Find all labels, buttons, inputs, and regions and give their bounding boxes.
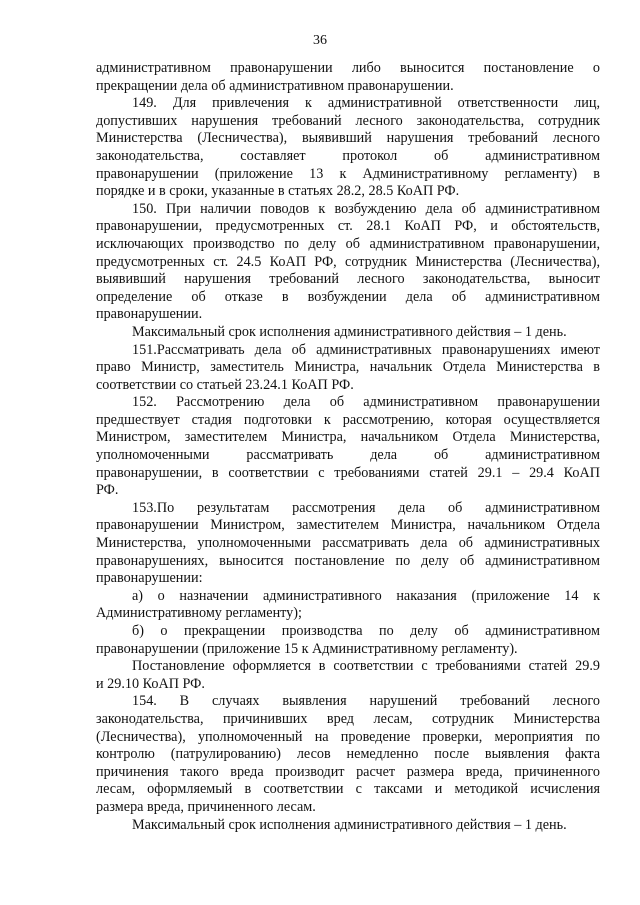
paragraph-p-cont [96, 60, 600, 95]
text-line: лесам, оформляемый в соответствии с таксами и методикой исчисления [96, 781, 600, 798]
text-line: порядке и в сроки, указанные в статьях 28.2, 28.5 КоАП РФ. [96, 183, 460, 200]
paragraph-p151 [96, 342, 600, 395]
text-line: Максимальный срок исполнения административного действия – 1 день. [132, 816, 567, 833]
paragraph-p152 [96, 394, 600, 500]
text-line: правонарушении, предусмотренных ст. 28.1 КоАП РФ, и обстоятельств, [96, 218, 600, 235]
text-line: правонарушении, в соответствии с требованиями статей 29.1 – 29.4 КоАП [96, 464, 600, 481]
paragraph-p153-b [96, 623, 600, 658]
text-line: предусмотренных ст. 24.5 КоАП РФ, сотрудник Министерства (Лесничества), [96, 253, 600, 270]
text-line: право Министр, заместитель Министра, начальник Отдела Министерства в [96, 359, 600, 376]
text-line: 151.Рассматривать дела об административных правонарушениях имеют [132, 341, 600, 358]
text-line: правонарушении. [96, 306, 203, 323]
text-line: (Лесничества), уполномоченный на проведение проверки, мероприятия по [96, 728, 600, 745]
text-line: исключающих производство по делу об административном правонарушении, [96, 235, 600, 252]
text-line: законодательства, составляет протокол об административном [96, 147, 600, 164]
text-line: 154. В случаях выявления нарушений требований лесного [132, 693, 600, 710]
text-line: Министерства, уполномоченными рассматривать дела об административных [96, 535, 600, 552]
text-line: б) о прекращении производства по делу об административном [132, 623, 600, 639]
text-line: Максимальный срок исполнения административного действия – 1 день. [132, 323, 567, 340]
text-line: Министерства (Лесничества), выявивший нарушения требований лесного [96, 130, 600, 147]
text-line: определение об отказе в возбуждении дела об административном [96, 288, 600, 305]
text-line: прекращении дела об административном правонарушении. [96, 77, 454, 94]
text-line: размера вреда, причиненного лесам. [96, 798, 316, 815]
text-line: и 29.10 КоАП РФ. [96, 675, 205, 692]
text-line: выявивший нарушения требований лесного законодательства, выносит [96, 271, 600, 288]
paragraph-p150-term [96, 324, 600, 342]
text-line: 152. Рассмотрению дела об административном правонарушении [132, 394, 600, 411]
text-line: правонарушении Министром, заместителем Министра, начальником Отдела [96, 517, 600, 534]
text-line: Министром, заместителем Министра, начальником Отдела Министерства, [96, 429, 600, 446]
paragraph-p153-a [96, 588, 600, 623]
document-body [96, 60, 600, 834]
text-line: административном правонарушении либо выносится постановление о [96, 60, 600, 76]
paragraph-p154 [96, 693, 600, 816]
text-line: правонарушении (приложение 15 к Административному регламенту). [96, 640, 518, 657]
text-line: законодательства, причинивших вред лесам, сотрудник Министерства [96, 710, 600, 727]
page-number: 36 [313, 33, 327, 48]
paragraph-p153-c [96, 658, 600, 693]
text-line: контролю (патрулированию) лесов немедленно после выявления факта [96, 746, 600, 763]
text-line: причинения такого вреда производит расчет размера вреда, причиненного [96, 763, 600, 780]
text-line: 149. Для привлечения к административной ответственности лиц, [132, 95, 600, 112]
text-line: правонарушении: [96, 570, 203, 587]
text-line: 150. При наличии поводов к возбуждению дела об административном [132, 200, 600, 217]
text-line: Постановление оформляется в соответствии с требованиями статей 29.9 [132, 658, 600, 675]
paragraph-p153 [96, 500, 600, 588]
paragraph-p150 [96, 201, 600, 324]
text-line: правонарушении (приложение 13 к Административному регламенту) в [96, 165, 600, 182]
text-line: уполномоченными рассматривать дела об административном [96, 447, 600, 464]
text-line: РФ. [96, 482, 119, 499]
paragraph-p149 [96, 95, 600, 201]
text-line: соответствии со статьей 23.24.1 КоАП РФ. [96, 376, 354, 393]
text-line: допустивших нарушения требований лесного законодательства, сотрудник [96, 112, 600, 129]
paragraph-p154-term [96, 817, 600, 835]
text-line: Административному регламенту); [96, 605, 302, 622]
text-line: правонарушениях, выносится постановление по делу об административном [96, 552, 600, 569]
text-line: предшествует стадия подготовки к рассмотрению, которая осуществляется [96, 411, 600, 428]
text-line: 153.По результатам рассмотрения дела об административном [132, 499, 600, 516]
text-line: а) о назначении административного наказания (приложение 14 к [132, 587, 600, 604]
